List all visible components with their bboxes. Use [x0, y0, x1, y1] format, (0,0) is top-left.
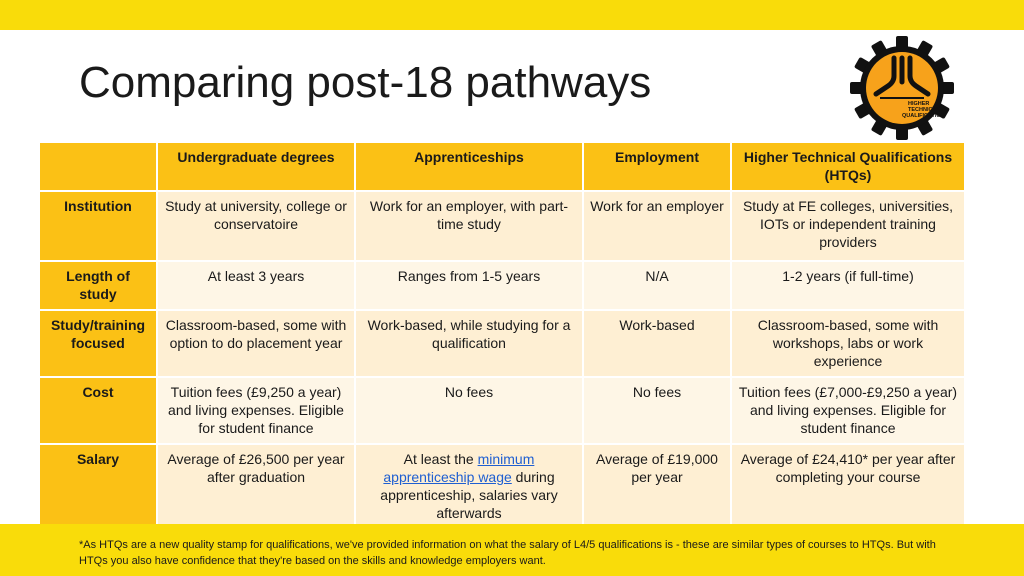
logo-text-3: QUALIFICATION — [902, 113, 945, 119]
table-cell: At least 3 years — [157, 261, 355, 310]
gear-icon — [850, 36, 954, 140]
htq-logo — [850, 36, 954, 140]
table-cell: Average of £26,500 per year after graduation — [157, 444, 355, 529]
page-title: Comparing post-18 pathways — [79, 58, 652, 107]
row-label-cost: Cost — [39, 377, 157, 444]
table-cell: Study at university, college or conservatoire — [157, 191, 355, 261]
table-cell: Tuition fees (£7,000-£9,250 a year) and living expenses. Eligible for student finance — [731, 377, 965, 444]
header-empty-cell — [39, 142, 157, 191]
column-header-htqs: Higher Technical Qualifications (HTQs) — [731, 142, 965, 191]
table-cell: Work for an employer, with part-time study — [355, 191, 583, 261]
table-cell: Study at FE colleges, universities, IOTs or independent training providers — [731, 191, 965, 261]
table-row-cost — [39, 377, 965, 444]
logo-text-1: HIGHER — [908, 101, 930, 107]
table-header-row — [39, 142, 965, 191]
table-cell: Work-based — [583, 310, 731, 377]
table-cell: 1-2 years (if full-time) — [731, 261, 965, 310]
top-yellow-band — [0, 0, 1024, 30]
table-row-length-of-study — [39, 261, 965, 310]
table-row-study-focus — [39, 310, 965, 377]
table-cell: Classroom-based, some with workshops, labs or work experience — [731, 310, 965, 377]
column-header-apprenticeships: Apprenticeships — [355, 142, 583, 191]
table-cell: Average of £24,410* per year after completing your course — [731, 444, 965, 529]
table-cell: Work-based, while studying for a qualification — [355, 310, 583, 377]
table-cell: Average of £19,000 per year — [583, 444, 731, 529]
table-cell: Ranges from 1-5 years — [355, 261, 583, 310]
row-label-study-focus: Study/training focused — [39, 310, 157, 377]
row-label-salary: Salary — [39, 444, 157, 529]
logo-text-2: TECHNICAL — [908, 107, 940, 113]
table-cell-apprenticeship-salary — [355, 444, 583, 529]
table-row-salary — [39, 444, 965, 529]
table-cell: Tuition fees (£9,250 a year) and living expenses. Eligible for student finance — [157, 377, 355, 444]
salary-text-suffix: during apprenticeship, salaries vary afterwards — [380, 469, 558, 521]
minimum-apprenticeship-wage-link[interactable]: minimum apprenticeship wage — [383, 451, 535, 485]
table-cell: No fees — [583, 377, 731, 444]
table-cell: Work for an employer — [583, 191, 731, 261]
table-cell: Classroom-based, some with option to do placement year — [157, 310, 355, 377]
pathways-comparison-table — [38, 141, 966, 530]
column-header-undergraduate: Undergraduate degrees — [157, 142, 355, 191]
column-header-employment: Employment — [583, 142, 731, 191]
footnote: *As HTQs are a new quality stamp for qualifications, we've provided information on what the salary of L4/5 qualifications is - these are similar types of courses to HTQs. But with HTQs you also have confidence that they're based on the skills and knowledge employers want. — [79, 539, 936, 567]
table-cell: N/A — [583, 261, 731, 310]
salary-text-prefix: At least the — [403, 451, 478, 467]
table-cell: No fees — [355, 377, 583, 444]
row-label-institution: Institution — [39, 191, 157, 261]
table-row-institution — [39, 191, 965, 261]
row-label-length-of-study: Length of study — [39, 261, 157, 310]
